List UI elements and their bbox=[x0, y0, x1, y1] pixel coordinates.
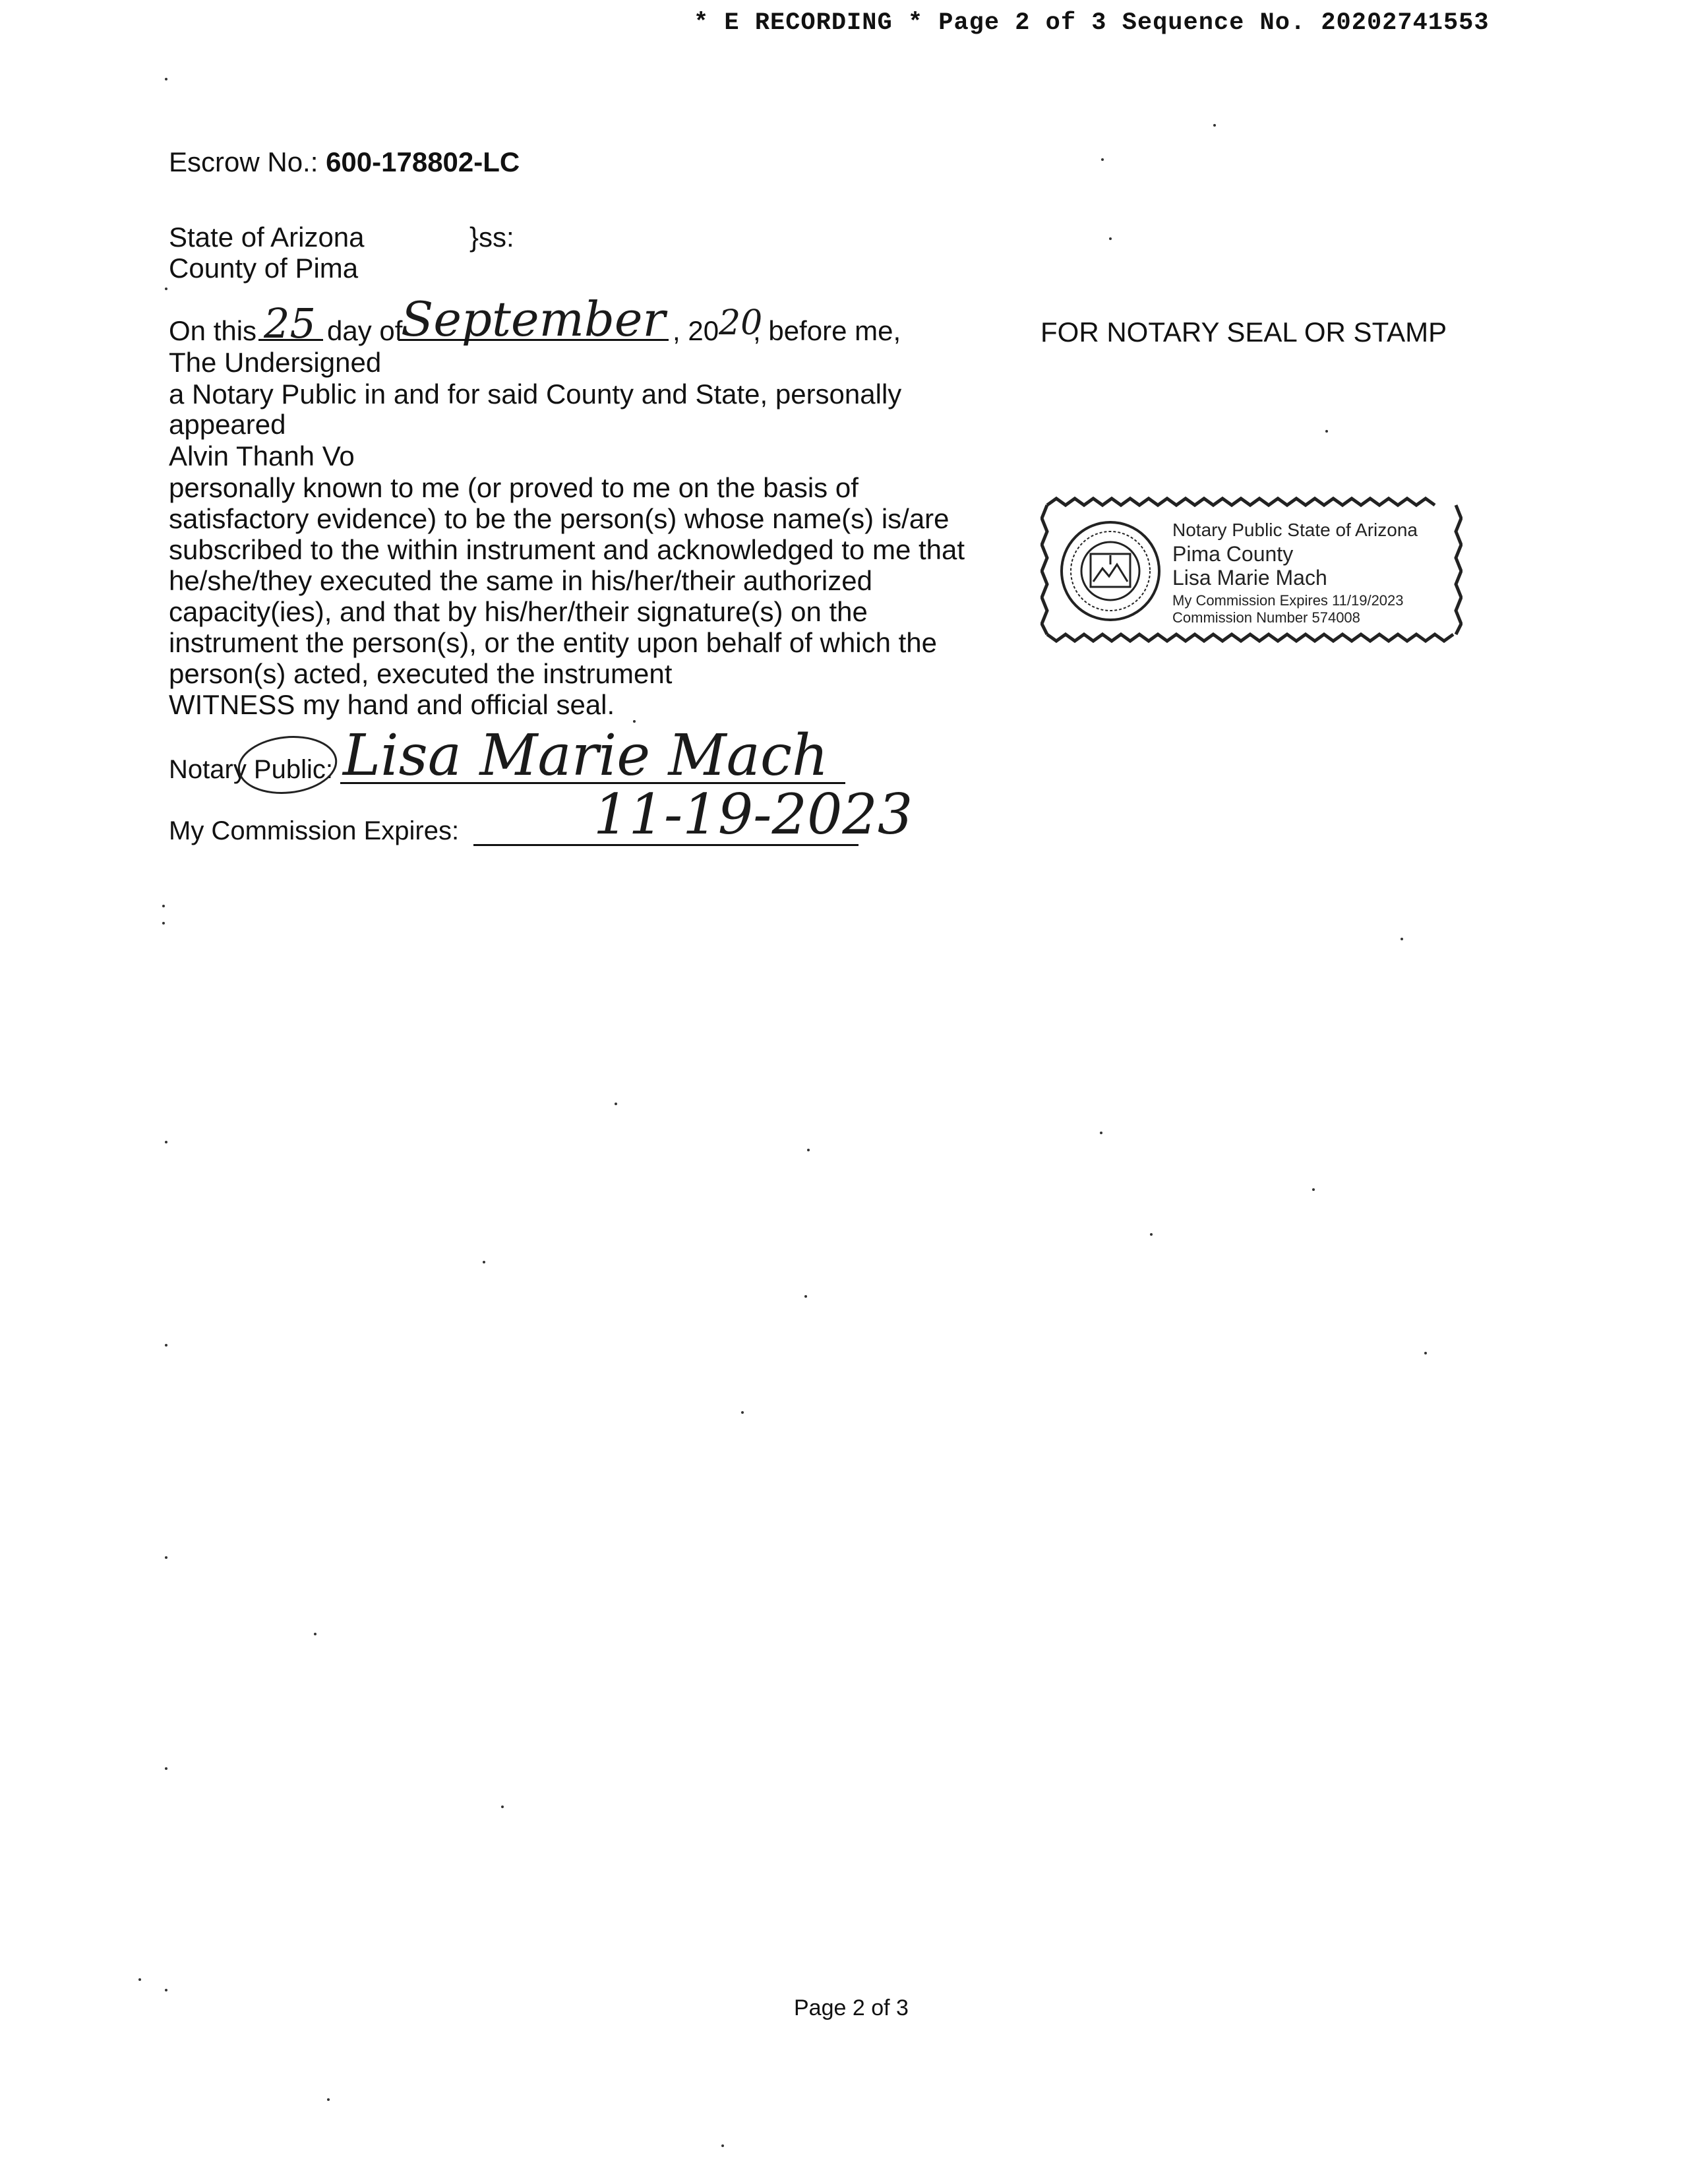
scan-speck bbox=[1213, 124, 1216, 127]
scan-speck bbox=[165, 1556, 167, 1559]
scan-speck bbox=[633, 720, 636, 723]
on-this-label: On this bbox=[169, 315, 257, 346]
scan-speck bbox=[165, 1344, 167, 1347]
scan-speck bbox=[721, 2144, 724, 2147]
state-seal-icon bbox=[1058, 518, 1163, 624]
recording-header: * E RECORDING * Page 2 of 3 Sequence No. 20202741553 bbox=[694, 9, 1490, 37]
escrow-label: Escrow No.: bbox=[169, 146, 318, 177]
handwritten-year: 20 bbox=[719, 303, 763, 343]
scan-speck bbox=[1325, 430, 1328, 433]
scan-speck bbox=[165, 1989, 167, 1991]
stamp-line-2: Pima County bbox=[1172, 542, 1294, 566]
person-name: Alvin Thanh Vo bbox=[169, 440, 355, 471]
body-line: personally known to me (or proved to me on the basis of bbox=[169, 472, 859, 503]
month-underline bbox=[398, 339, 669, 341]
scan-speck bbox=[1150, 1233, 1153, 1236]
stamp-line-3: Lisa Marie Mach bbox=[1172, 566, 1327, 590]
scan-speck bbox=[483, 1261, 485, 1263]
scan-speck bbox=[314, 1633, 316, 1635]
venue-county: County of Pima bbox=[169, 253, 359, 284]
scan-speck bbox=[162, 922, 165, 925]
year-prefix: , 20 bbox=[673, 315, 719, 346]
scan-speck bbox=[327, 2098, 330, 2101]
stamp-line-4: My Commission Expires 11/19/2023 bbox=[1172, 592, 1404, 609]
page-footer: Page 2 of 3 bbox=[794, 1995, 909, 2020]
appeared-line: appeared bbox=[169, 409, 286, 440]
day-underline bbox=[258, 339, 323, 341]
scan-speck bbox=[165, 1141, 167, 1143]
scan-speck bbox=[162, 905, 165, 907]
day-of-label: day of bbox=[327, 315, 403, 346]
notary-public-label: Notary Public: bbox=[169, 755, 333, 784]
body-line: he/she/they executed the same in his/her/their authorized bbox=[169, 565, 872, 596]
venue-state: State of Arizona bbox=[169, 222, 365, 253]
scan-speck bbox=[165, 288, 167, 290]
scan-speck bbox=[1401, 938, 1403, 940]
notary-seal-label: FOR NOTARY SEAL OR STAMP bbox=[1040, 317, 1447, 348]
notary-signature: Lisa Marie Mach bbox=[343, 723, 829, 789]
scan-speck bbox=[1424, 1352, 1427, 1354]
stamp-line-5: Commission Number 574008 bbox=[1172, 609, 1360, 626]
scan-speck bbox=[804, 1295, 807, 1298]
handwritten-month: September bbox=[401, 291, 665, 347]
escrow-line bbox=[169, 146, 520, 178]
scan-speck bbox=[165, 1767, 167, 1770]
notary-line: a Notary Public in and for said County and State, personally bbox=[169, 379, 902, 410]
witness-line: WITNESS my hand and official seal. bbox=[169, 689, 615, 720]
pen-circle-mark bbox=[235, 725, 347, 804]
scan-speck bbox=[1109, 237, 1112, 240]
scan-speck bbox=[615, 1103, 617, 1105]
scan-speck bbox=[807, 1149, 810, 1151]
scan-speck bbox=[741, 1411, 744, 1414]
notary-stamp bbox=[1040, 493, 1462, 649]
body-line: instrument the person(s), or the entity upon behalf of which the bbox=[169, 627, 937, 658]
stamp-line-1: Notary Public State of Arizona bbox=[1172, 520, 1418, 540]
venue-ss: }ss: bbox=[469, 222, 514, 253]
body-line: capacity(ies), and that by his/her/their signature(s) on the bbox=[169, 596, 868, 627]
handwritten-day: 25 bbox=[264, 299, 316, 348]
scan-speck bbox=[138, 1978, 141, 1981]
undersigned-line: The Undersigned bbox=[169, 347, 382, 378]
body-line: person(s) acted, executed the instrument bbox=[169, 658, 673, 689]
handwritten-commission-date: 11-19-2023 bbox=[593, 782, 913, 847]
scan-speck bbox=[1101, 158, 1104, 161]
commission-label: My Commission Expires: bbox=[169, 816, 460, 845]
before-me-label: , before me, bbox=[753, 315, 901, 346]
body-line: subscribed to the within instrument and acknowledged to me that bbox=[169, 534, 965, 565]
scan-speck bbox=[1312, 1188, 1315, 1191]
escrow-number: 600-178802-LC bbox=[326, 146, 520, 177]
scan-speck bbox=[1100, 1132, 1102, 1134]
scan-speck bbox=[501, 1805, 504, 1808]
body-line: satisfactory evidence) to be the person(s) whose name(s) is/are bbox=[169, 503, 950, 534]
scan-speck bbox=[165, 78, 167, 80]
